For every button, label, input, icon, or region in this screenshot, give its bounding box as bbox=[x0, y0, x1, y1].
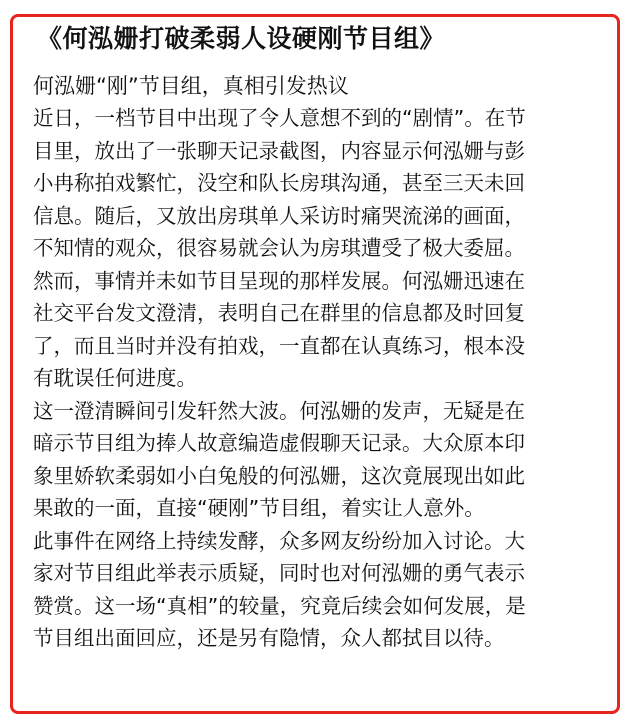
text-line: 小冉称拍戏繁忙，没空和队长房琪沟通，甚至三天未回 bbox=[33, 171, 525, 195]
text-line: 家对节目组此举表示质疑，同时也对何泓姗的勇气表示 bbox=[33, 561, 525, 585]
paragraph-2 bbox=[33, 395, 613, 525]
text-line: 近日，一档节目中出现了令人意想不到的“剧情”。在节 bbox=[33, 106, 526, 130]
text-line: 暗示节目组为捧人故意编造虚假聊天记录。大众原本印 bbox=[33, 431, 525, 455]
text-line: 果敢的一面，直接“硬刚”节目组，着实让人意外。 bbox=[33, 496, 485, 520]
paragraph-3 bbox=[33, 525, 613, 655]
text-line: 不知情的观众，很容易就会认为房琪遭受了极大委屈。 bbox=[33, 236, 525, 260]
text-line: 信息。随后，又放出房琪单人采访时痛哭流涕的画面， bbox=[33, 203, 525, 228]
text-line: 社交平台发文澄清，表明自己在群里的信息都及时回复 bbox=[33, 301, 525, 325]
article-content bbox=[33, 22, 613, 655]
text-line: 然而，事情并未如节目呈现的那样发展。何泓姗迅速在 bbox=[33, 268, 525, 293]
text-line: 此事件在网络上持续发酵，众多网友纷纷加入讨论。大 bbox=[33, 528, 525, 553]
article-subtitle: 何泓姗“刚”节目组，真相引发热议 bbox=[33, 74, 349, 98]
text-line: 这一澄清瞬间引发轩然大波。何泓姗的发声，无疑是在 bbox=[33, 398, 525, 423]
text-line: 象里娇软柔弱如小白兔般的何泓姗，这次竟展现出如此 bbox=[33, 463, 525, 488]
text-line: 赞赏。这一场“真相”的较量，究竟后续会如何发展，是 bbox=[33, 593, 526, 618]
text-line: 节目组出面回应，还是另有隐情，众人都拭目以待。 bbox=[33, 626, 505, 650]
text-line: 了，而且当时并没有拍戏，一直都在认真练习，根本没 bbox=[33, 333, 525, 358]
paragraph-1 bbox=[33, 102, 613, 395]
text-line: 目里，放出了一张聊天记录截图，内容显示何泓姗与彭 bbox=[33, 138, 525, 163]
text-line: 有耽误任何进度。 bbox=[33, 366, 197, 390]
article-body bbox=[33, 102, 613, 655]
article-title: 《何泓姗打破柔弱人设硬刚节目组》 bbox=[37, 24, 446, 53]
